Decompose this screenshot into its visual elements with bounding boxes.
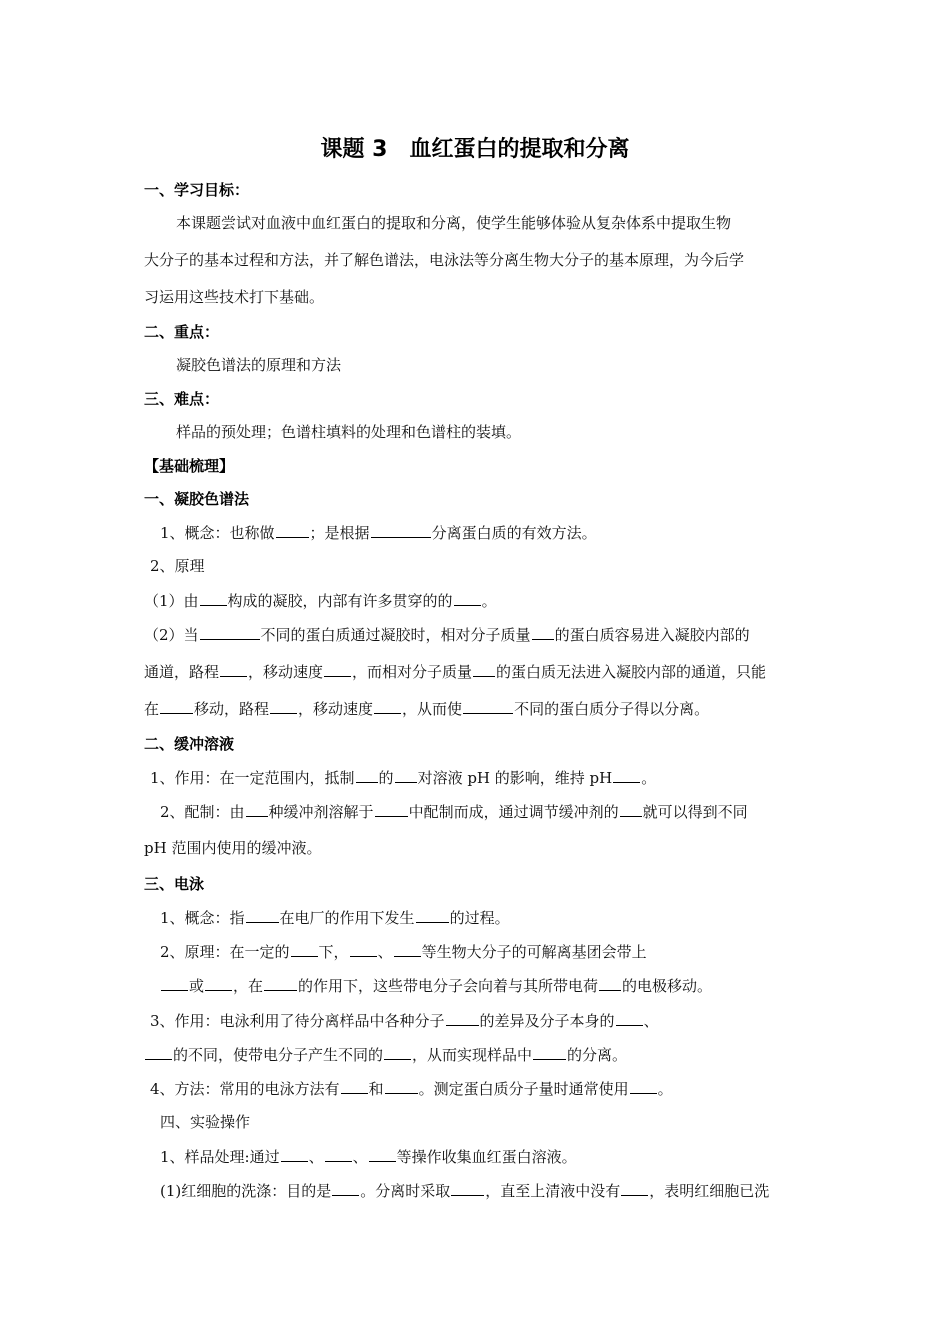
text-segment: 的电极移动。 (622, 977, 713, 995)
blank[interactable] (532, 624, 554, 640)
text-segment: 在 (144, 700, 160, 718)
blank[interactable] (451, 1180, 484, 1196)
text-segment: 不同的蛋白质通过凝胶时，相对分子质量 (260, 626, 531, 644)
page-title (0, 136, 950, 164)
text-segment: 。 (657, 1080, 673, 1098)
text-segment: ，在 (233, 977, 264, 995)
text-segment: 在电厂的作用下发生 (279, 909, 415, 927)
blank[interactable] (416, 907, 449, 923)
text-segment: 的不同，使带电分子产生不同的 (173, 1046, 384, 1064)
blank[interactable] (621, 1180, 648, 1196)
blank[interactable] (356, 767, 378, 783)
text-segment: 移动，路程 (194, 700, 270, 718)
op-line (160, 1146, 577, 1167)
blank[interactable] (291, 941, 318, 957)
blank[interactable] (205, 975, 232, 991)
text-segment: 3、作用：电泳利用了待分离样品中各种分子 (150, 1012, 445, 1030)
difficulties-text: 样品的预处理；色谱柱填料的处理和色谱柱的装填。 (176, 423, 522, 441)
text-segment: 、 (377, 943, 393, 961)
text-segment: 的过程。 (449, 909, 510, 927)
blank[interactable] (394, 941, 421, 957)
text-segment: 2、原理：在一定的 (160, 943, 290, 961)
keypoints-text: 凝胶色谱法的原理和方法 (176, 356, 342, 374)
blank[interactable] (369, 1146, 396, 1162)
text-segment: ，从而实现样品中 (412, 1046, 533, 1064)
ep-line (144, 1044, 627, 1065)
text-segment: 的蛋白质容易进入凝胶内部的 (554, 626, 750, 644)
text-segment: (1)红细胞的洗涤：目的是 (160, 1182, 332, 1200)
text-segment: 。 (481, 592, 497, 610)
section-heading-experiment: 四、实验操作 (160, 1113, 251, 1131)
blank[interactable] (463, 698, 513, 714)
gel-line-concept (160, 522, 597, 543)
op-line (160, 1180, 769, 1201)
blank[interactable] (332, 1180, 359, 1196)
text-segment: 等生物大分子的可解离基团会带上 (421, 943, 647, 961)
gel-line (144, 661, 766, 682)
blank[interactable] (454, 590, 481, 606)
text-segment: ，移动速度 (248, 663, 324, 681)
text-segment: 1、样品处理:通过 (160, 1148, 280, 1166)
blank[interactable] (264, 975, 297, 991)
text-segment: 的分离。 (567, 1046, 628, 1064)
text-segment: 的差异及分子本身的 (479, 1012, 615, 1030)
ep-line (160, 907, 510, 928)
buffer-line: pH 范围内使用的缓冲液。 (144, 839, 322, 857)
blank[interactable] (161, 975, 188, 991)
gel-line (144, 624, 750, 645)
ep-line (160, 975, 712, 996)
blank[interactable] (533, 1044, 566, 1060)
text-segment: 。 (641, 769, 657, 787)
text-segment: 2、配制：由 (160, 803, 245, 821)
text-segment: ；是根据 (309, 524, 370, 542)
text-segment: 1、概念：指 (160, 909, 245, 927)
text-segment: 、 (643, 1012, 659, 1030)
text-segment: 的蛋白质无法进入凝胶内部的通道，只能 (496, 663, 767, 681)
text-segment: 中配制而成，通过调节缓冲剂的 (408, 803, 619, 821)
blank[interactable] (281, 1146, 308, 1162)
blank[interactable] (341, 1078, 368, 1094)
blank[interactable] (350, 941, 377, 957)
blank[interactable] (200, 624, 260, 640)
text-segment: 通道，路程 (144, 663, 220, 681)
blank[interactable] (599, 975, 621, 991)
blank[interactable] (246, 907, 279, 923)
gel-line (144, 698, 709, 719)
text-segment: 1、概念：也称做 (160, 524, 275, 542)
text-segment: 对溶液 pH 的影响，维持 pH (417, 769, 613, 787)
blank[interactable] (616, 1010, 643, 1026)
text-segment: 、 (352, 1148, 368, 1166)
blank[interactable] (374, 698, 401, 714)
gel-line (144, 590, 497, 611)
text-segment: 下， (318, 943, 349, 961)
blank[interactable] (160, 698, 193, 714)
blank[interactable] (325, 1146, 352, 1162)
section-heading-buffer: 二、缓冲溶液 (144, 735, 235, 753)
blank[interactable] (384, 1044, 411, 1060)
blank[interactable] (246, 801, 268, 817)
text-segment: 1、作用：在一定范围内，抵制 (150, 769, 355, 787)
section-heading-electrophoresis: 三、电泳 (144, 875, 205, 893)
text-segment: ，表明红细胞已洗 (649, 1182, 770, 1200)
objectives-paragraph-line: 大分子的基本过程和方法，并了解色谱法，电泳法等分离生物大分子的基本原理，为今后学 (144, 251, 745, 269)
text-segment: 、 (308, 1148, 324, 1166)
blank[interactable] (145, 1044, 172, 1060)
section-heading-gel-chromatography: 一、凝胶色谱法 (144, 490, 250, 508)
text-segment: 不同的蛋白质分子得以分离。 (514, 700, 710, 718)
text-segment: 。测定蛋白质分子量时通常使用 (418, 1080, 629, 1098)
buffer-line (150, 767, 656, 788)
text-segment: （2）当 (144, 626, 199, 644)
blank[interactable] (220, 661, 247, 677)
text-segment: 血红蛋白的提取和分离 (409, 137, 630, 162)
text-segment: ，从而使 (402, 700, 463, 718)
blank[interactable] (613, 767, 640, 783)
blank[interactable] (620, 801, 642, 817)
section-heading-keypoints: 二、重点： (144, 323, 220, 341)
text-segment: 分离蛋白质的有效方法。 (431, 524, 597, 542)
blank[interactable] (395, 767, 417, 783)
text-segment: 就可以得到不同 (642, 803, 748, 821)
ep-line (160, 941, 647, 962)
text-segment: 课题 3 (320, 137, 388, 162)
objectives-paragraph-line: 本课题尝试对血液中血红蛋白的提取和分离，使学生能够体验从复杂体系中提取生物 (176, 214, 732, 232)
blank[interactable] (270, 698, 297, 714)
text-segment: 种缓冲剂溶解于 (268, 803, 374, 821)
blank[interactable] (630, 1078, 657, 1094)
basics-heading: 【基础梳理】 (144, 457, 235, 475)
text-segment: ，移动速度 (298, 700, 374, 718)
section-heading-objectives: 一、学习目标： (144, 181, 250, 199)
section-heading-difficulties: 三、难点： (144, 390, 220, 408)
text-segment: 和 (368, 1080, 384, 1098)
text-segment: 构成的凝胶，内部有许多贯穿的的 (227, 592, 453, 610)
blank[interactable] (385, 1078, 418, 1094)
gel-line-principle: 2、原理 (150, 557, 205, 575)
blank[interactable] (200, 590, 227, 606)
blank[interactable] (324, 661, 351, 677)
blank[interactable] (371, 522, 431, 538)
blank[interactable] (276, 522, 309, 538)
blank[interactable] (473, 661, 495, 677)
blank[interactable] (375, 801, 408, 817)
ep-line (150, 1010, 659, 1031)
text-segment: 的作用下，这些带电分子会向着与其所带电荷 (298, 977, 599, 995)
text-segment: 4、方法：常用的电泳方法有 (150, 1080, 340, 1098)
text-segment: 或 (189, 977, 205, 995)
objectives-paragraph-line: 习运用这些技术打下基础。 (144, 288, 325, 306)
ep-line (150, 1078, 673, 1099)
text-segment: ，而相对分子质量 (352, 663, 473, 681)
text-segment: 。分离时采取 (360, 1182, 451, 1200)
blank[interactable] (446, 1010, 479, 1026)
text-segment: 等操作收集血红蛋白溶液。 (396, 1148, 577, 1166)
text-segment: 的 (378, 769, 394, 787)
buffer-line (160, 801, 748, 822)
text-segment: （1）由 (144, 592, 199, 610)
text-segment: ，直至上清液中没有 (485, 1182, 621, 1200)
